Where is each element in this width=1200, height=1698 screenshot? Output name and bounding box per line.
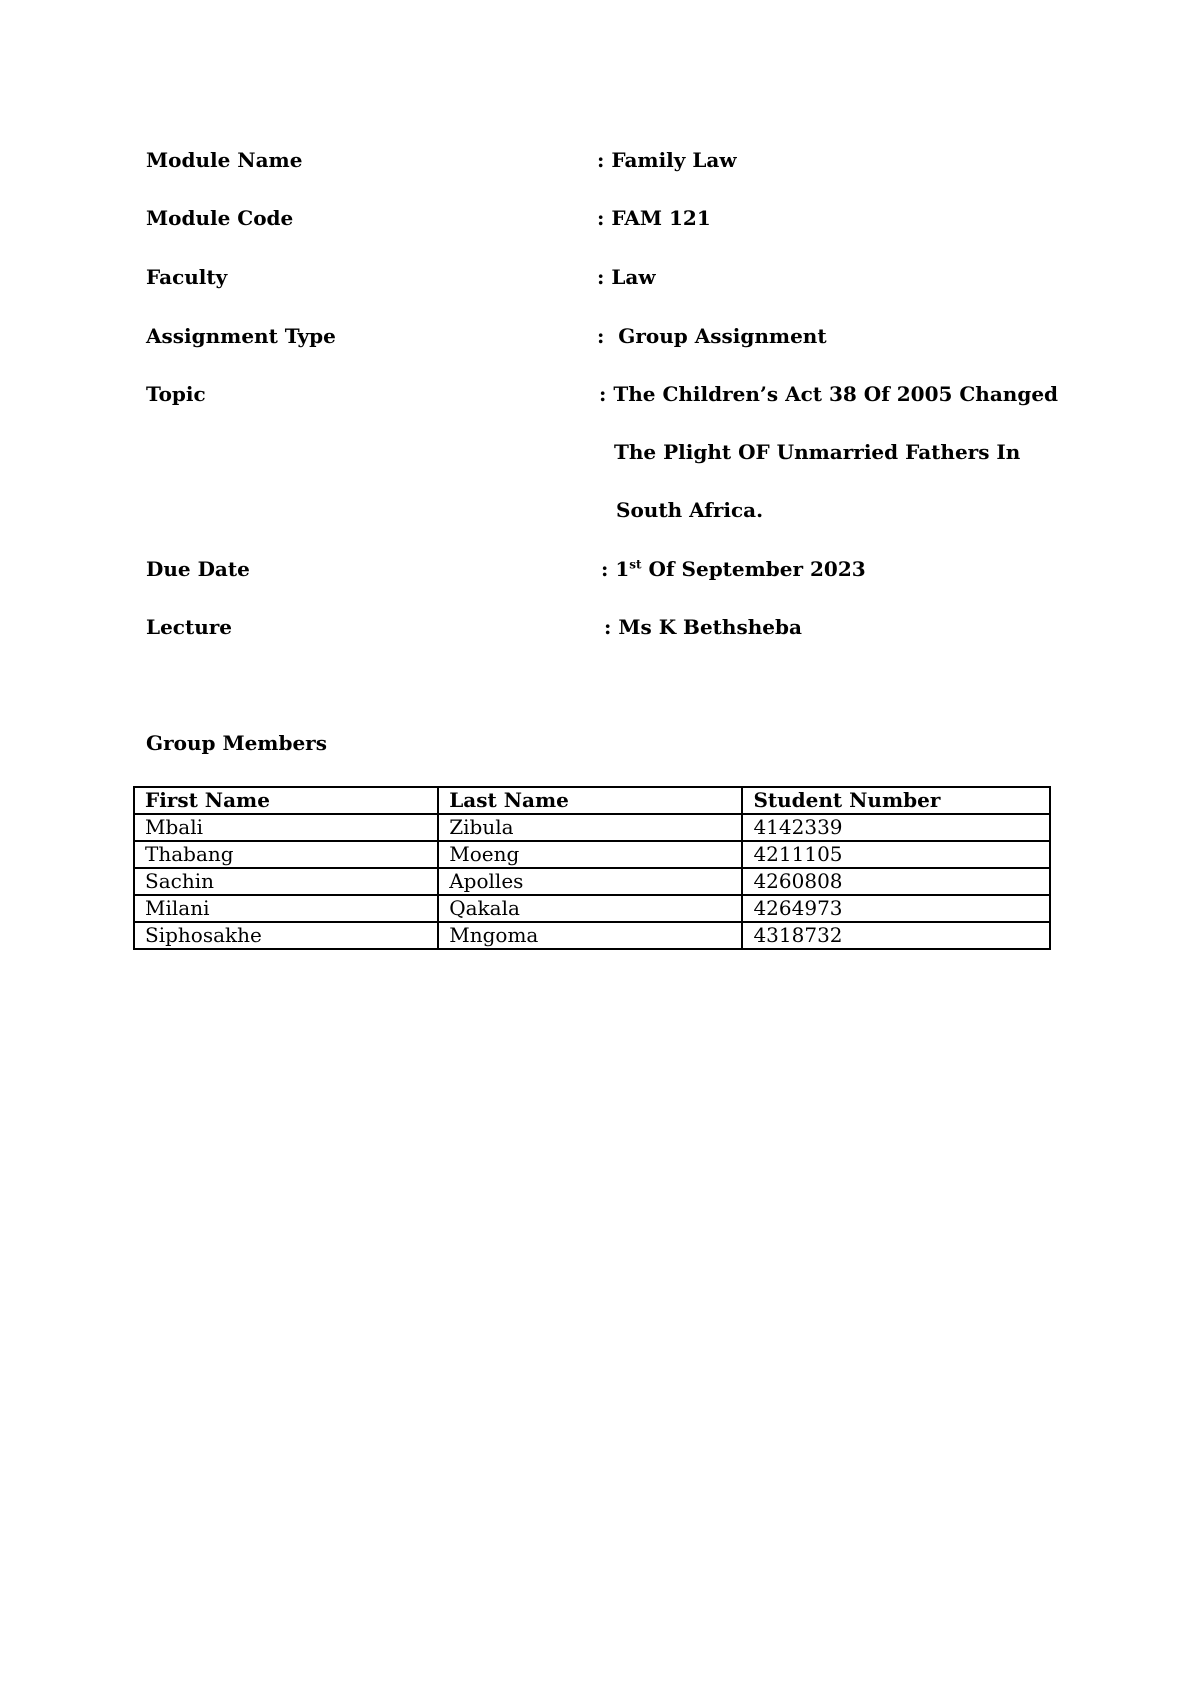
header-first-name: First Name xyxy=(134,787,438,814)
table-row xyxy=(134,814,1050,841)
first-name-cell: Thabang xyxy=(134,841,438,868)
topic-value-line-2: The Plight OF Unmarried Fathers In xyxy=(614,440,1021,464)
last-name-cell: Moeng xyxy=(438,841,742,868)
due-date-rest: Of September 2023 xyxy=(641,557,866,581)
topic-label: Topic xyxy=(146,382,206,406)
first-name-cell: Sachin xyxy=(134,868,438,895)
student-number-cell: 4211105 xyxy=(742,841,1050,868)
module-name-label: Module Name xyxy=(146,148,303,172)
module-name-value: : Family Law xyxy=(597,148,737,172)
due-date-label: Due Date xyxy=(146,557,250,581)
table-row xyxy=(134,841,1050,868)
header-last-name: Last Name xyxy=(438,787,742,814)
assignment-type-label: Assignment Type xyxy=(146,324,336,348)
due-date-value xyxy=(601,554,866,584)
student-number-cell: 4318732 xyxy=(742,922,1050,949)
table-row xyxy=(134,868,1050,895)
first-name-cell: Milani xyxy=(134,895,438,922)
header-student-number: Student Number xyxy=(742,787,1050,814)
due-date-day: : 1 xyxy=(601,557,630,581)
due-date-ordinal: st xyxy=(629,557,642,572)
topic-value-line-3: South Africa. xyxy=(616,498,764,522)
student-number-cell: 4264973 xyxy=(742,895,1050,922)
last-name-cell: Zibula xyxy=(438,814,742,841)
lecture-value: : Ms K Bethsheba xyxy=(604,615,802,639)
faculty-value: : Law xyxy=(597,265,656,289)
assignment-type-value: : Group Assignment xyxy=(597,324,827,348)
first-name-cell: Siphosakhe xyxy=(134,922,438,949)
group-members-table xyxy=(133,786,1051,950)
table-row xyxy=(134,895,1050,922)
last-name-cell: Qakala xyxy=(438,895,742,922)
table-row xyxy=(134,922,1050,949)
last-name-cell: Mngoma xyxy=(438,922,742,949)
module-code-value: : FAM 121 xyxy=(597,206,711,230)
student-number-cell: 4260808 xyxy=(742,868,1050,895)
table-header-row xyxy=(134,787,1050,814)
group-members-title: Group Members xyxy=(146,731,327,755)
faculty-label: Faculty xyxy=(146,265,228,289)
topic-value-line-1: : The Children’s Act 38 Of 2005 Changed xyxy=(599,382,1059,406)
last-name-cell: Apolles xyxy=(438,868,742,895)
first-name-cell: Mbali xyxy=(134,814,438,841)
module-code-label: Module Code xyxy=(146,206,294,230)
student-number-cell: 4142339 xyxy=(742,814,1050,841)
lecture-label: Lecture xyxy=(146,615,233,639)
